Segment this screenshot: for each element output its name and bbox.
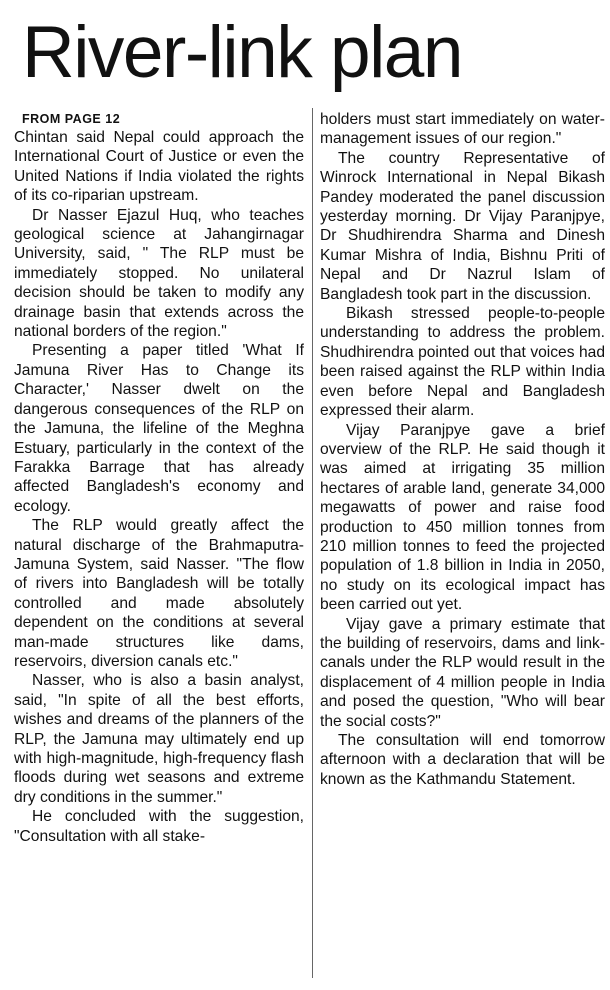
column-divider — [312, 108, 313, 978]
headline: River-link plan — [22, 12, 462, 93]
paragraph: The country Representative of Winrock International in Nepal Bikash Pandey moderated the panel discussion yesterday morning. Dr Vijay Paranjpye, Dr Shudhirendra Sharma and Dinesh Kumar Mishra of India, Bishnu Priti of Nepal and Dr Nazrul Islam of Bangladesh took part in the discussion. — [320, 149, 605, 303]
paragraph: He concluded with the suggestion, "Consultation with all stake- — [14, 808, 304, 845]
paragraph: holders must start immediately on water-management issues of our region." — [320, 111, 605, 148]
jump-label: FROM PAGE 12 — [22, 112, 121, 126]
paragraph: Dr Nasser Ejazul Huq, who teaches geological science at Jahangirnagar University, said, " The RLP must be immediately stopped. No unilateral decision should be taken to modify any drainage basin that extends across the national borders of the region." — [14, 206, 304, 341]
paragraph: Presenting a paper titled 'What If Jamuna River Has to Change its Character,' Nasser dwelt on the dangerous consequences of the RLP on the Jamuna, the lifeline of the Meghna Estuary, particularly in the context of the Farakka Barrage that has already affected Bangladesh's economy and ecology. — [14, 342, 304, 515]
paragraph: Vijay gave a primary estimate that the building of reservoirs, dams and link-canals under the RLP would result in the displacement of 4 million people in India and posed the question, "Who will bear the social costs?" — [320, 615, 605, 730]
paragraph: Nasser, who is also a basin analyst, said, "In spite of all the best efforts, wishes and dreams of the planners of the RLP, the Jamuna may ultimately end up with high-magnitude, high-frequency flash floods during wet seasons and extreme dry conditions in the summer." — [14, 672, 304, 806]
paragraph: The RLP would greatly affect the natural discharge of the Brahmaputra-Jamuna System, said Nasser. "The flow of rivers into Bangladesh will be totally controlled and made absolutely dependent on the conditions at several man-made structures like dams, reservoirs, diversion canals etc." — [14, 517, 304, 670]
right-column — [320, 110, 605, 789]
paragraph: The consultation will end tomorrow afternoon with a declaration that will be known as the Kathmandu Statement. — [320, 732, 605, 788]
paragraph: Vijay Paranjpye gave a brief overview of the RLP. He said though it was aimed at irrigating 35 million hectares of arable land, generate 34,000 megawatts of power and raise food production to 450 million tonnes from 210 million tonnes to feed the projected population of 1.8 billion in India in 2050, no study on its ecological impact has been carried out yet. — [320, 421, 605, 614]
paragraph: Bikash stressed people-to-people understanding to address the problem. Shudhirendra pointed out that voices had been raised against the RLP within India even before Nepal and Bangladesh expressed their alarm. — [320, 305, 605, 420]
paragraph: Chintan said Nepal could approach the International Court of Justice or even the United Nations if India violated the rights of its co-riparian upstream. — [14, 129, 304, 205]
left-column — [14, 110, 304, 846]
